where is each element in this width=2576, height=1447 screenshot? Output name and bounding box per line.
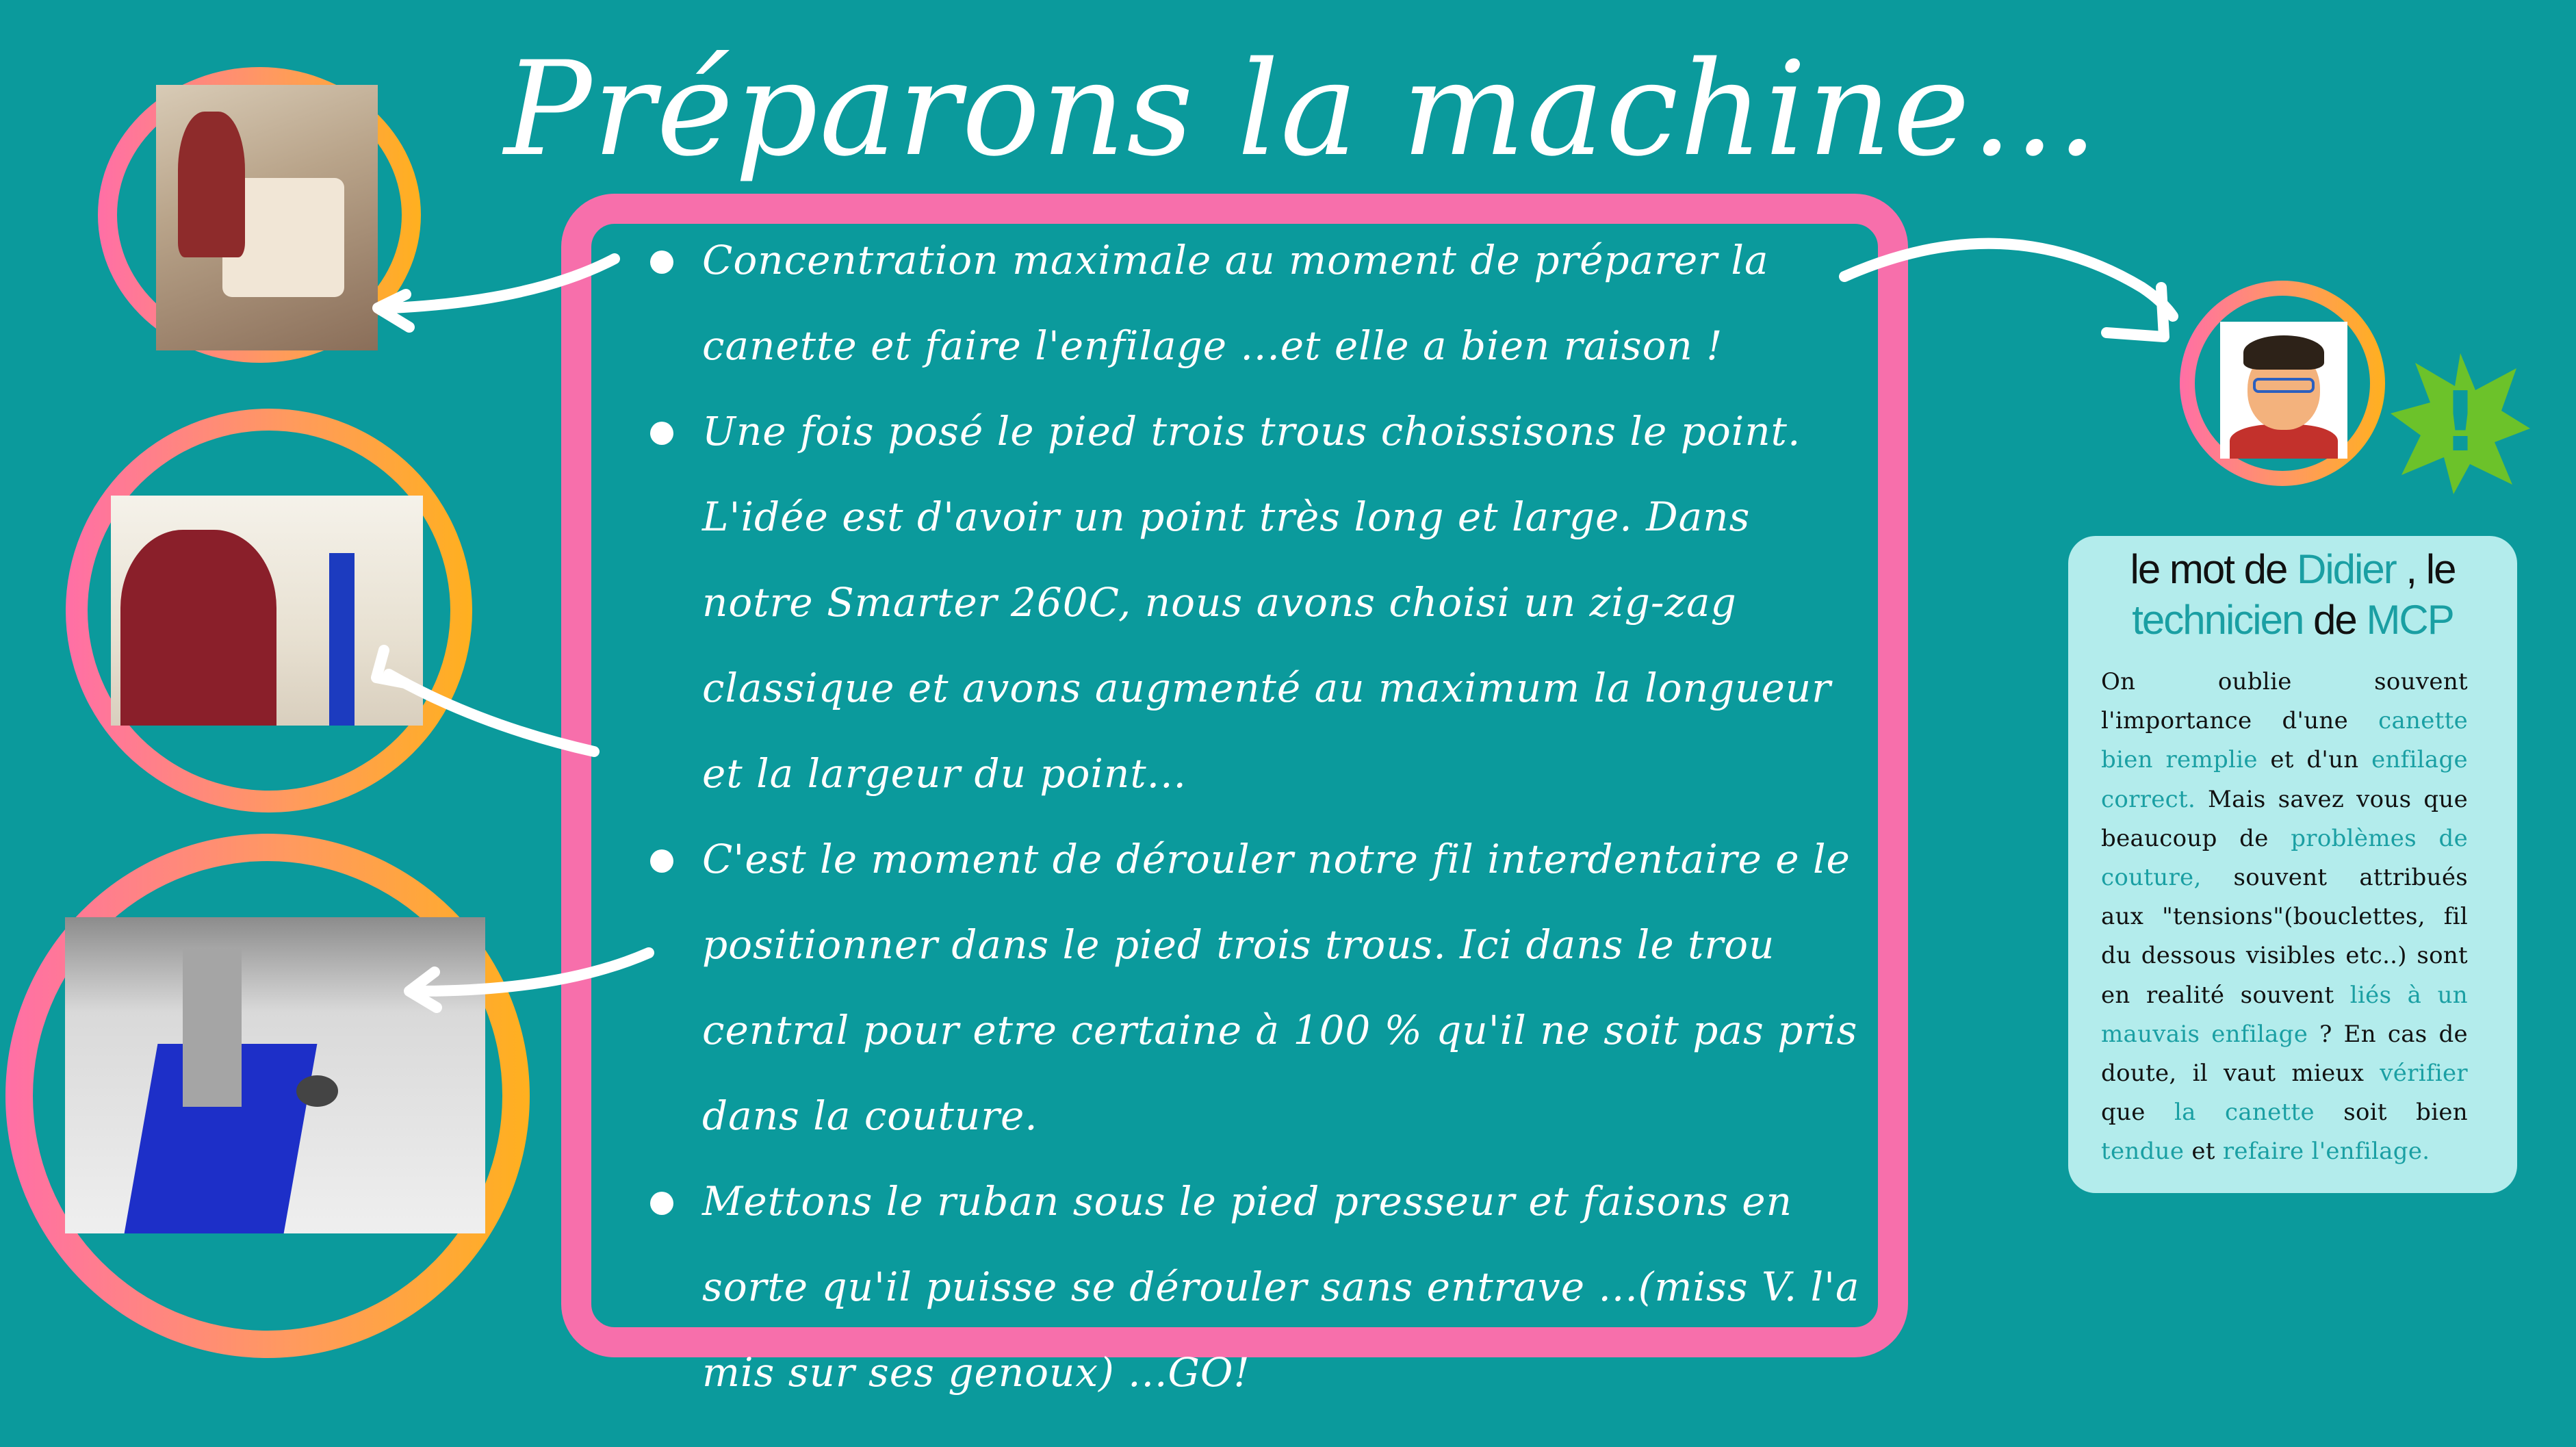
step-item: Concentration maximale au moment de préparer la canette et faire l'enfilage ...et elle a bien raison !	[645, 218, 1863, 389]
step-item: Une fois posé le pied trois trous choissisons le point. L'idée est d'avoir un point très long et large. Dans notre Smarter 260C, nous avons choisi un zig-zag classique et avons augmenté au maximum la longueur et la largeur du point...	[645, 389, 1863, 817]
badge-symbol: !	[2441, 375, 2480, 470]
arrow-icon	[389, 674, 594, 752]
arrow-icon	[1844, 244, 2173, 316]
step-item: C'est le moment de dérouler notre fil interdentaire e le positionner dans le pied trois trous. Ici dans le trou central pour etre certaine à 100 % qu'il ne soit pas pris dans la couture.	[645, 817, 1863, 1159]
step-item: Mettons le ruban sous le pied presseur et faisons en sorte qu'il puisse se dérouler sans entrave ...(miss V. l'a mis sur ses genoux) ...GO!	[645, 1159, 1863, 1416]
tip-card-body: On oublie souvent l'importance d'une canette bien remplie et d'un enfilage correct. Mais savez vous que beaucoup de problèmes de couture, souvent attribués aux "tensions"(bouclettes, fil du dessous visibles etc..) sont en realité souvent liés à un mauvais enfilage ? En cas de doute, il vaut mieux vérifier que la canette soit bien tendue et refaire l'enfilage.	[2101, 668, 2469, 1166]
arrow-icon	[419, 953, 649, 991]
arrow-icon	[376, 650, 405, 683]
tip-card-title: le mot de Didier , le technicien de MCP	[2130, 546, 2456, 643]
page-title: Préparons la machine...	[504, 34, 2100, 185]
arrow-icon	[391, 259, 615, 308]
